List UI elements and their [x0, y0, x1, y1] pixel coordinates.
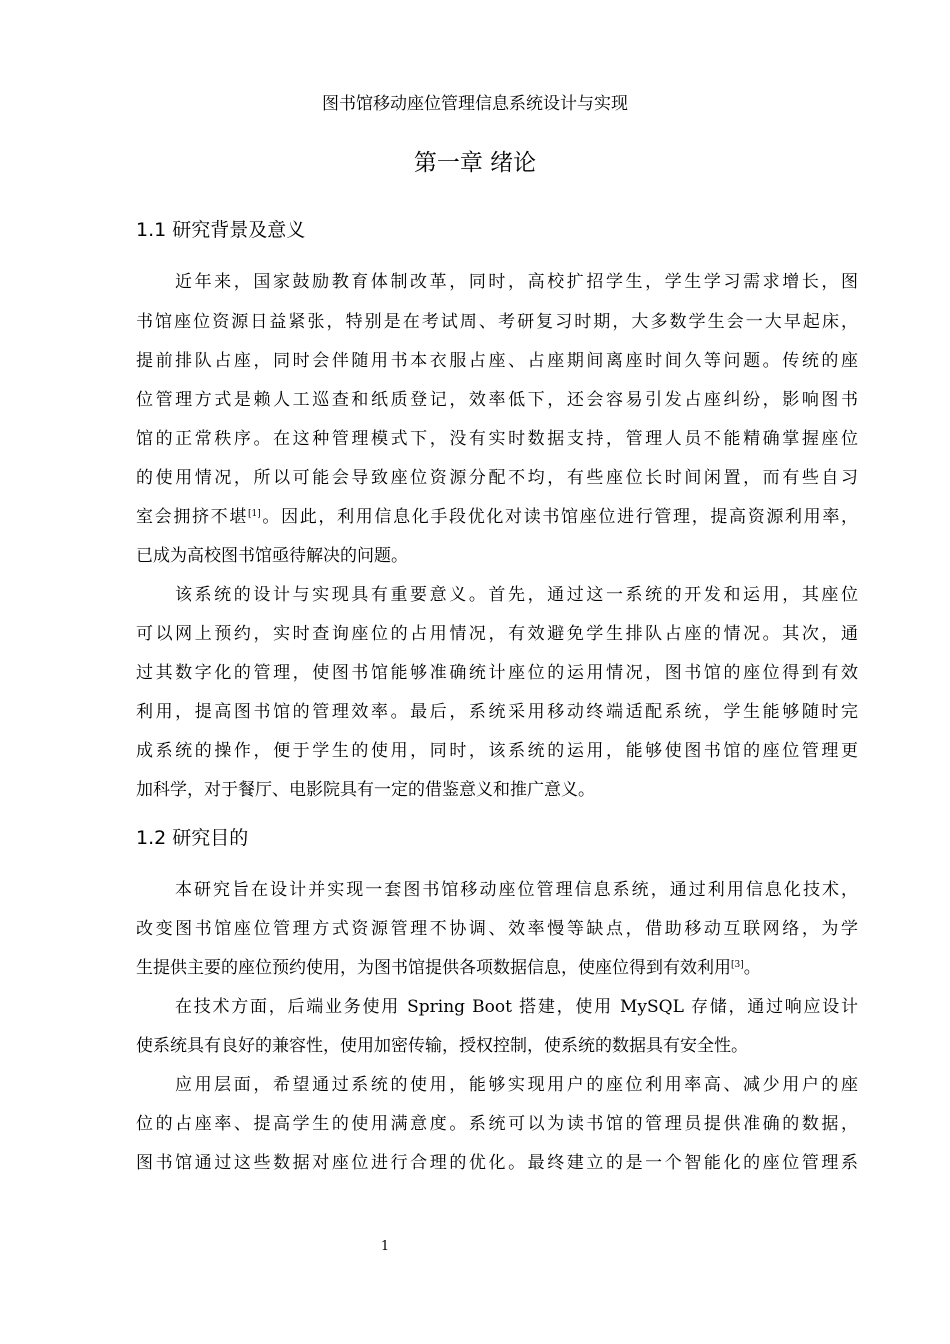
text-line: 的使用情况，所以可能会导致座位资源分配不均，有些座位长时间闲置，而有些自习 [136, 468, 858, 488]
page-number: 1 [380, 1239, 390, 1254]
text-line-with-citation [136, 505, 858, 529]
text-line: 近年来，国家鼓励教育体制改革，同时，高校扩招学生，学生学习需求增长，图 [175, 272, 858, 292]
citation-ref: [3] [731, 960, 744, 970]
text-line: 图书馆通过这些数据对座位进行合理的优化。最终建立的是一个智能化的座位管理系 [136, 1153, 858, 1173]
text-line: 应用层面，希望通过系统的使用，能够实现用户的座位利用率高、减少用户的座 [175, 1075, 858, 1095]
text-line: 馆的正常秩序。在这种管理模式下，没有实时数据支持，管理人员不能精确掌握座位 [136, 429, 858, 449]
text-line: 改变图书馆座位管理方式资源管理不协调、效率慢等缺点，借助移动互联网络，为学 [136, 919, 858, 939]
text-line: 过其数字化的管理，使图书馆能够准确统计座位的运用情况，图书馆的座位得到有效 [136, 663, 858, 683]
text-segment: 。因此，利用信息化手段优化对读书馆座位进行管理，提高资源利用率， [260, 507, 859, 527]
citation-ref: [1] [248, 509, 261, 519]
section-1-1-heading: 1.1 研究背景及意义 [136, 219, 306, 241]
text-segment: 生提供主要的座位预约使用，为图书馆提供各项数据信息，使座位得到有效利用 [136, 958, 731, 978]
text-line: 位的占座率、提高学生的使用满意度。系统可以为读书馆的管理员提供准确的数据， [136, 1114, 858, 1134]
text-line: 利用，提高图书馆的管理效率。最后，系统采用移动终端适配系统，学生能够随时完 [136, 702, 858, 722]
text-segment: 室会拥挤不堪 [136, 507, 248, 527]
text-line: 已成为高校图书馆亟待解决的问题。 [136, 546, 408, 566]
text-line: 加科学，对于餐厅、电影院具有一定的借鉴意义和推广意义。 [136, 780, 595, 800]
section-1-2-heading: 1.2 研究目的 [136, 827, 249, 849]
text-line: 位管理方式是赖人工巡查和纸质登记，效率低下，还会容易引发占座纠纷，影响图书 [136, 390, 858, 410]
text-line: 可以网上预约，实时查询座位的占用情况，有效避免学生排队占座的情况。其次，通 [136, 624, 858, 644]
text-segment: 。 [743, 958, 761, 978]
text-line: 在技术方面，后端业务使用 Spring Boot 搭建，使用 MySQL 存储，通过响应设计 [175, 997, 858, 1017]
text-line: 该系统的设计与实现具有重要意义。首先，通过这一系统的开发和运用，其座位 [175, 585, 858, 605]
text-line-with-citation [136, 956, 858, 980]
text-line: 书馆座位资源日益紧张，特别是在考试周、考研复习时期，大多数学生会一大早起床， [136, 312, 858, 332]
text-line: 使系统具有良好的兼容性，使用加密传输，授权控制，使系统的数据具有安全性。 [136, 1036, 748, 1056]
text-line: 成系统的操作，便于学生的使用，同时，该系统的运用，能够使图书馆的座位管理更 [136, 741, 858, 761]
chapter-title: 第一章 绪论 [413, 150, 537, 176]
text-line: 提前排队占座，同时会伴随用书本衣服占座、占座期间离座时间久等问题。传统的座 [136, 351, 858, 371]
running-header: 图书馆移动座位管理信息系统设计与实现 [322, 94, 628, 114]
text-line: 本研究旨在设计并实现一套图书馆移动座位管理信息系统，通过利用信息化技术， [175, 880, 858, 900]
